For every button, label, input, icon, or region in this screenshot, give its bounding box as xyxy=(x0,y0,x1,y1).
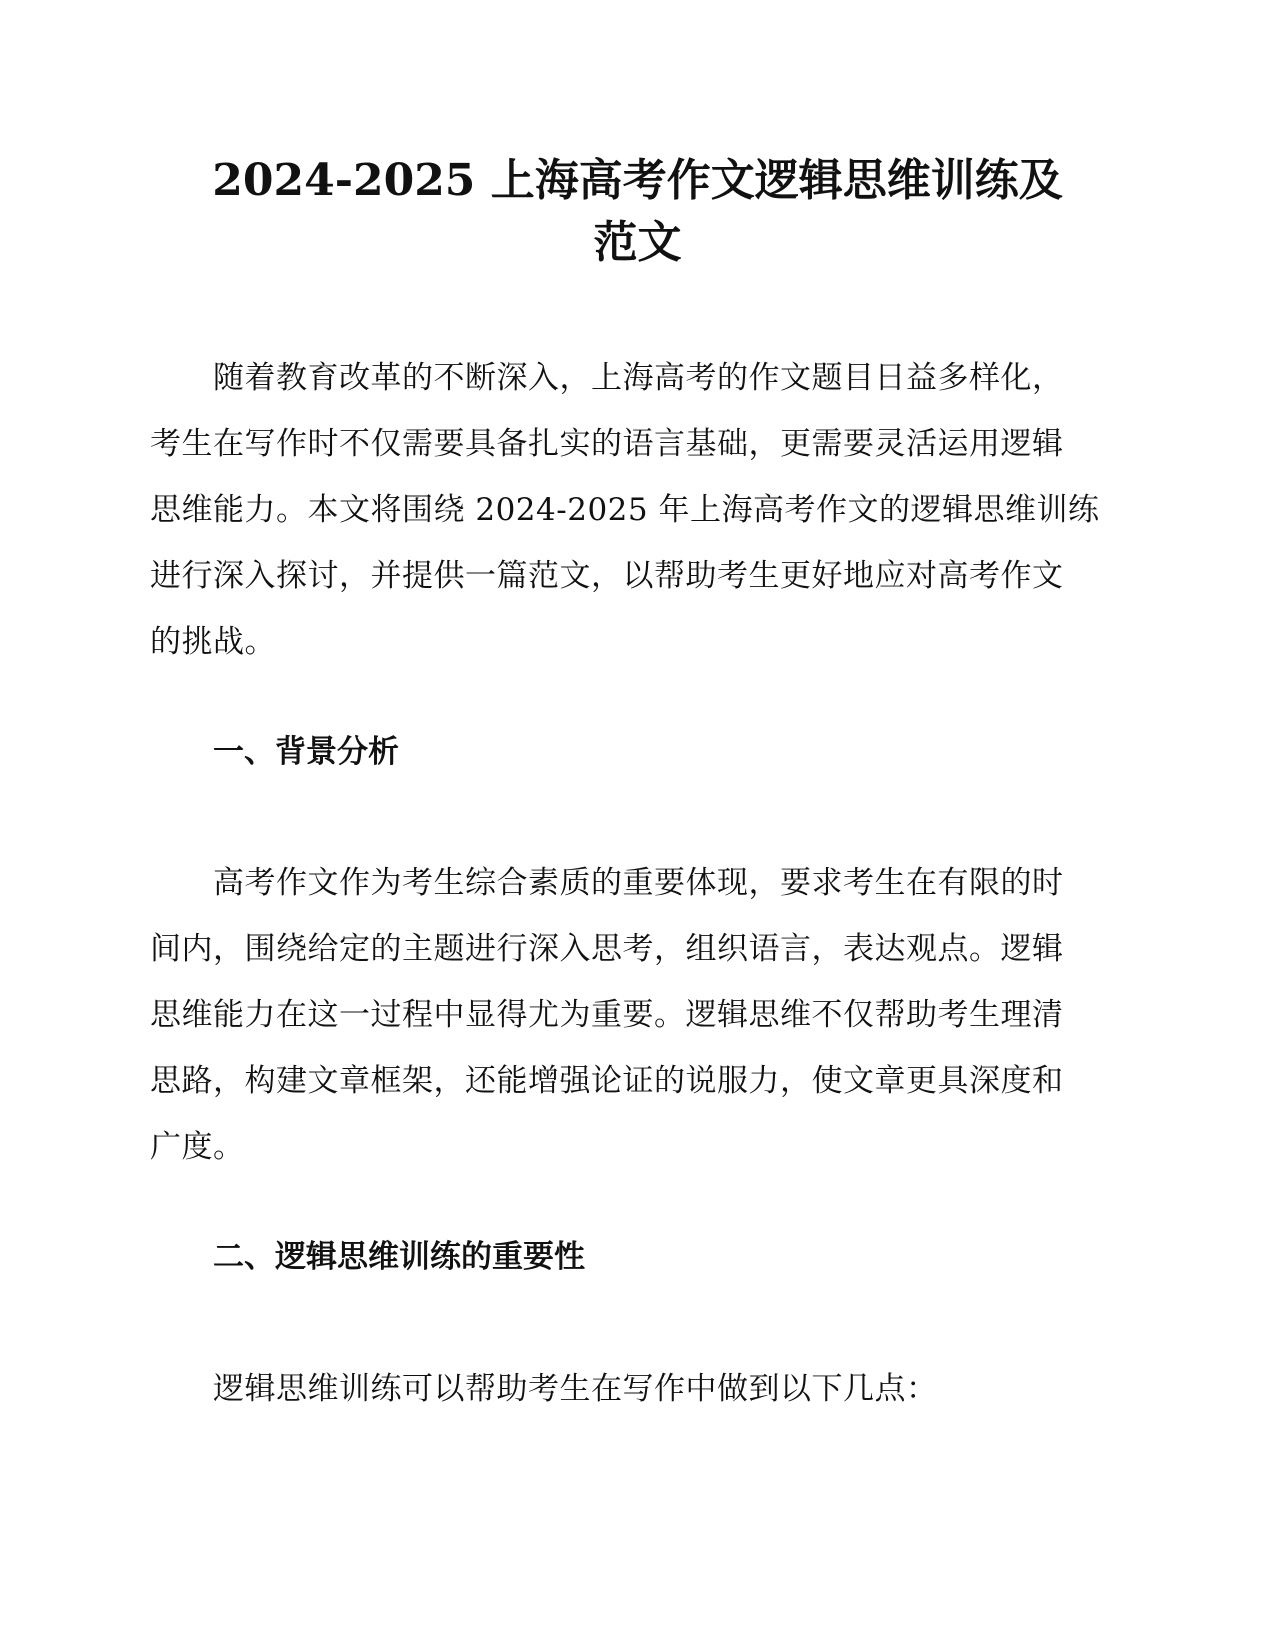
importance-paragraph xyxy=(150,1356,1120,1422)
paragraph-line: 的挑战。 xyxy=(150,624,276,660)
paragraph-line: 逻辑思维训练可以帮助考生在写作中做到以下几点： xyxy=(213,1371,938,1407)
background-paragraph xyxy=(150,850,1120,1180)
paragraph-line: 随着教育改革的不断深入，上海高考的作文题目日益多样化， xyxy=(213,360,1064,396)
title-line: 范文 xyxy=(593,217,682,268)
section-heading-background: 一、背景分析 xyxy=(213,734,399,770)
paragraph-line: 间内，围绕给定的主题进行深入思考，组织语言，表达观点。逻辑 xyxy=(150,931,1064,967)
paragraph-line: 广度。 xyxy=(150,1129,245,1165)
paragraph-line: 考生在写作时不仅需要具备扎实的语言基础，更需要灵活运用逻辑 xyxy=(150,426,1064,462)
paragraph-line: 高考作文作为考生综合素质的重要体现，要求考生在有限的时 xyxy=(213,865,1064,901)
title-line: 2024-2025 上海高考作文逻辑思维训练及 xyxy=(212,155,1063,206)
paragraph-line: 思维能力在这一过程中显得尤为重要。逻辑思维不仅帮助考生理清 xyxy=(150,997,1064,1033)
intro-paragraph xyxy=(150,345,1120,675)
paragraph-line: 思维能力。本文将围绕 2024-2025 年上海高考作文的逻辑思维训练 xyxy=(150,492,1100,528)
section-heading-importance: 二、逻辑思维训练的重要性 xyxy=(213,1239,585,1275)
paragraph-line: 思路，构建文章框架，还能增强论证的说服力，使文章更具深度和 xyxy=(150,1063,1064,1099)
document-title xyxy=(150,150,1125,274)
paragraph-line: 进行深入探讨，并提供一篇范文，以帮助考生更好地应对高考作文 xyxy=(150,558,1064,594)
